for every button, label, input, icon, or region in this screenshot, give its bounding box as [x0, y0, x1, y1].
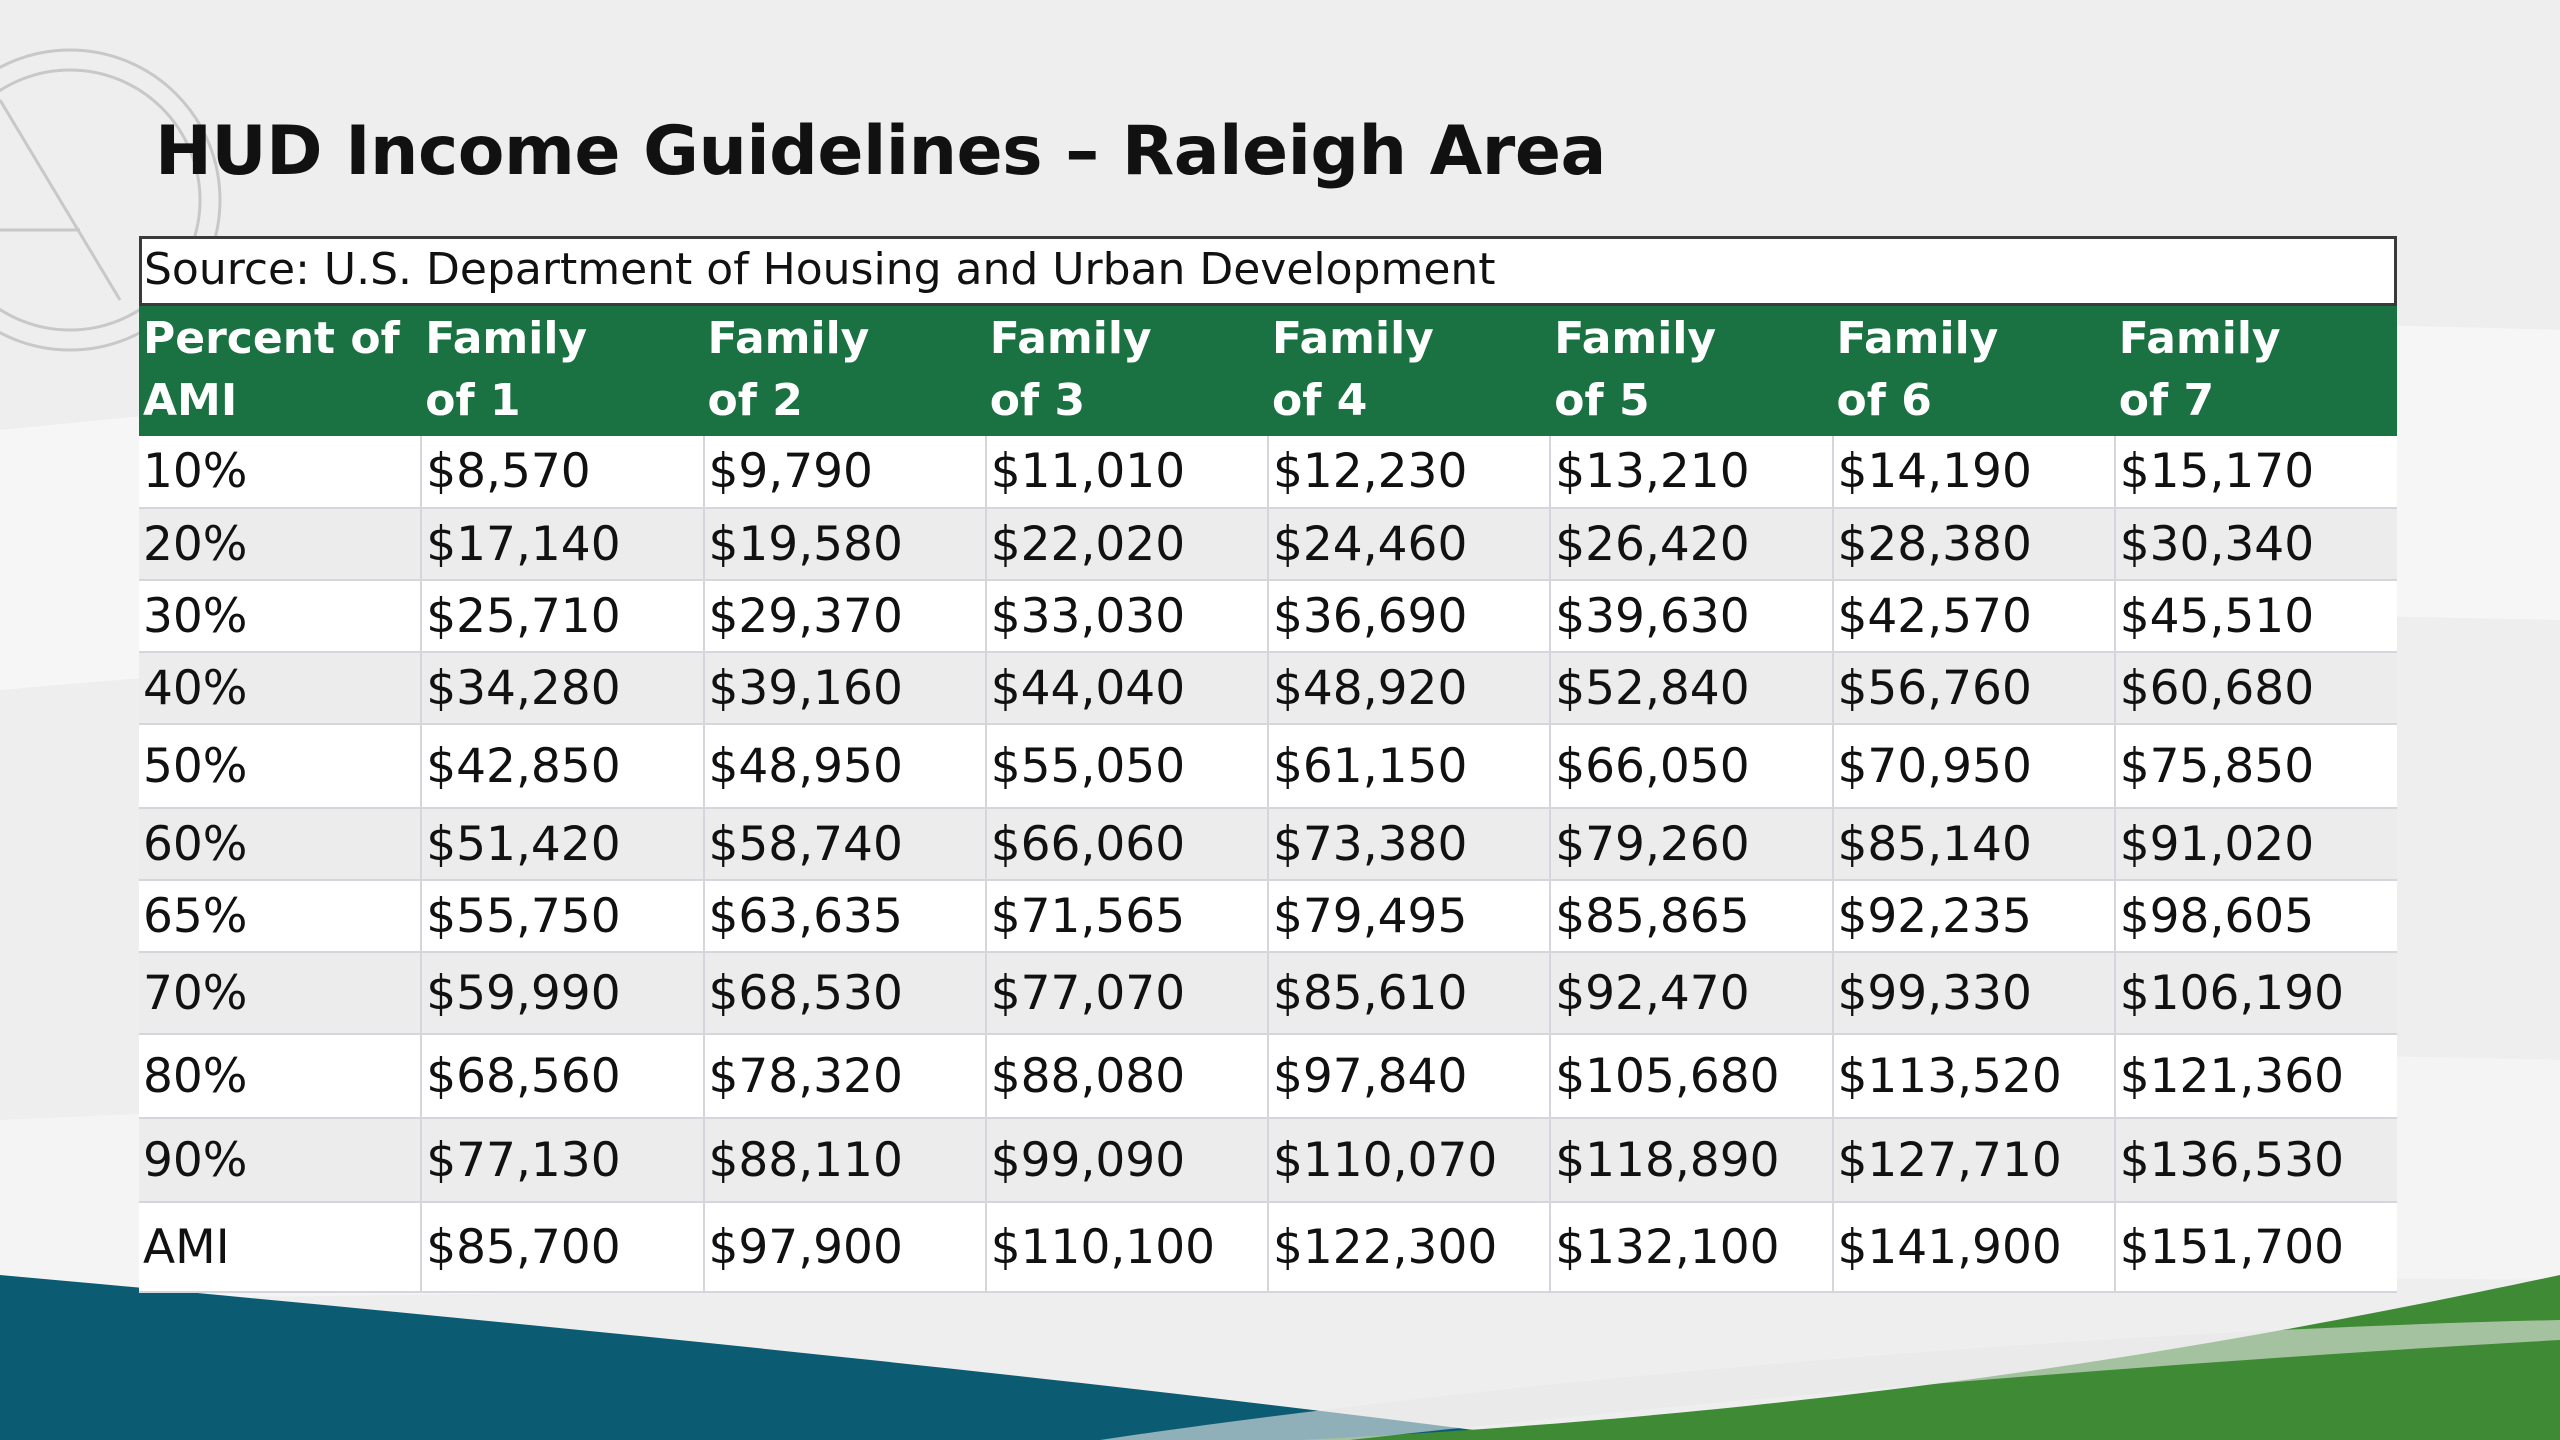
income-limit-cell: $121,360: [2115, 1034, 2397, 1118]
income-limit-cell: $106,190: [2115, 952, 2397, 1034]
income-limit-cell: $113,520: [1833, 1034, 2115, 1118]
income-limit-cell: $19,580: [704, 508, 986, 580]
income-limit-cell: $29,370: [704, 580, 986, 652]
income-limit-cell: $26,420: [1550, 508, 1832, 580]
income-limit-cell: $85,610: [1268, 952, 1550, 1034]
income-limit-cell: $78,320: [704, 1034, 986, 1118]
income-limit-cell: $75,850: [2115, 724, 2397, 808]
income-limit-cell: $33,030: [986, 580, 1268, 652]
table-row: [139, 724, 2397, 808]
income-limit-cell: $110,100: [986, 1202, 1268, 1292]
income-limit-cell: $9,790: [704, 436, 986, 508]
income-limit-cell: $97,840: [1268, 1034, 1550, 1118]
income-limit-cell: $68,560: [421, 1034, 703, 1118]
income-limit-cell: $85,140: [1833, 808, 2115, 880]
income-limit-cell: $118,890: [1550, 1118, 1832, 1202]
table-row: [139, 1034, 2397, 1118]
percent-ami-cell: 70%: [139, 952, 421, 1034]
header-family-of-3: Family of 3: [986, 306, 1268, 436]
income-table: [139, 306, 2397, 1293]
percent-ami-cell: 50%: [139, 724, 421, 808]
income-limit-cell: $77,130: [421, 1118, 703, 1202]
income-limit-cell: $58,740: [704, 808, 986, 880]
income-limit-cell: $48,950: [704, 724, 986, 808]
income-limit-cell: $55,050: [986, 724, 1268, 808]
income-limit-cell: $127,710: [1833, 1118, 2115, 1202]
table-row: [139, 580, 2397, 652]
percent-ami-cell: 65%: [139, 880, 421, 952]
header-family-of-2: Family of 2: [704, 306, 986, 436]
header-family-of-4: Family of 4: [1268, 306, 1550, 436]
income-limit-cell: $17,140: [421, 508, 703, 580]
income-limit-cell: $99,330: [1833, 952, 2115, 1034]
percent-ami-cell: 90%: [139, 1118, 421, 1202]
income-limit-cell: $61,150: [1268, 724, 1550, 808]
header-family-of-5: Family of 5: [1550, 306, 1832, 436]
income-limit-cell: $88,110: [704, 1118, 986, 1202]
income-limit-cell: $132,100: [1550, 1202, 1832, 1292]
income-limit-cell: $59,990: [421, 952, 703, 1034]
table-row: [139, 1118, 2397, 1202]
percent-ami-cell: 20%: [139, 508, 421, 580]
income-limit-cell: $66,060: [986, 808, 1268, 880]
table-row: [139, 808, 2397, 880]
income-limit-cell: $79,260: [1550, 808, 1832, 880]
income-limit-cell: $73,380: [1268, 808, 1550, 880]
table-row: [139, 508, 2397, 580]
income-limit-cell: $122,300: [1268, 1202, 1550, 1292]
percent-ami-cell: 60%: [139, 808, 421, 880]
header-family-of-1: Family of 1: [421, 306, 703, 436]
table-row: [139, 436, 2397, 508]
income-limit-cell: $151,700: [2115, 1202, 2397, 1292]
income-limit-cell: $99,090: [986, 1118, 1268, 1202]
income-table-container: [139, 236, 2397, 1293]
percent-ami-cell: 80%: [139, 1034, 421, 1118]
income-limit-cell: $68,530: [704, 952, 986, 1034]
income-limit-cell: $97,900: [704, 1202, 986, 1292]
header-percent-ami: Percent of AMI: [139, 306, 421, 436]
income-limit-cell: $28,380: [1833, 508, 2115, 580]
income-limit-cell: $60,680: [2115, 652, 2397, 724]
table-row: [139, 1202, 2397, 1292]
income-limit-cell: $63,635: [704, 880, 986, 952]
income-limit-cell: $39,630: [1550, 580, 1832, 652]
income-limit-cell: $12,230: [1268, 436, 1550, 508]
percent-ami-cell: 30%: [139, 580, 421, 652]
income-limit-cell: $92,470: [1550, 952, 1832, 1034]
income-limit-cell: $56,760: [1833, 652, 2115, 724]
table-row: [139, 652, 2397, 724]
source-caption: Source: U.S. Department of Housing and Urban Development: [139, 236, 2397, 306]
income-limit-cell: $42,850: [421, 724, 703, 808]
income-limit-cell: $98,605: [2115, 880, 2397, 952]
percent-ami-cell: 40%: [139, 652, 421, 724]
table-row: [139, 952, 2397, 1034]
header-family-of-6: Family of 6: [1833, 306, 2115, 436]
table-header-row: [139, 306, 2397, 436]
income-limit-cell: $25,710: [421, 580, 703, 652]
page-title: HUD Income Guidelines – Raleigh Area: [155, 112, 1606, 191]
income-limit-cell: $141,900: [1833, 1202, 2115, 1292]
income-limit-cell: $85,865: [1550, 880, 1832, 952]
percent-ami-cell: AMI: [139, 1202, 421, 1292]
income-limit-cell: $15,170: [2115, 436, 2397, 508]
income-limit-cell: $77,070: [986, 952, 1268, 1034]
percent-ami-cell: 10%: [139, 436, 421, 508]
income-limit-cell: $110,070: [1268, 1118, 1550, 1202]
header-family-of-7: Family of 7: [2115, 306, 2397, 436]
income-limit-cell: $105,680: [1550, 1034, 1832, 1118]
income-limit-cell: $91,020: [2115, 808, 2397, 880]
income-limit-cell: $70,950: [1833, 724, 2115, 808]
income-limit-cell: $79,495: [1268, 880, 1550, 952]
income-limit-cell: $92,235: [1833, 880, 2115, 952]
income-limit-cell: $136,530: [2115, 1118, 2397, 1202]
income-limit-cell: $88,080: [986, 1034, 1268, 1118]
table-row: [139, 880, 2397, 952]
income-limit-cell: $71,565: [986, 880, 1268, 952]
income-limit-cell: $52,840: [1550, 652, 1832, 724]
income-limit-cell: $30,340: [2115, 508, 2397, 580]
income-limit-cell: $8,570: [421, 436, 703, 508]
income-limit-cell: $24,460: [1268, 508, 1550, 580]
income-limit-cell: $42,570: [1833, 580, 2115, 652]
income-limit-cell: $36,690: [1268, 580, 1550, 652]
income-limit-cell: $11,010: [986, 436, 1268, 508]
table-body: [139, 436, 2397, 1292]
income-limit-cell: $13,210: [1550, 436, 1832, 508]
income-limit-cell: $14,190: [1833, 436, 2115, 508]
income-limit-cell: $45,510: [2115, 580, 2397, 652]
income-limit-cell: $51,420: [421, 808, 703, 880]
income-limit-cell: $39,160: [704, 652, 986, 724]
income-limit-cell: $34,280: [421, 652, 703, 724]
income-limit-cell: $85,700: [421, 1202, 703, 1292]
income-limit-cell: $44,040: [986, 652, 1268, 724]
income-limit-cell: $22,020: [986, 508, 1268, 580]
income-limit-cell: $66,050: [1550, 724, 1832, 808]
income-limit-cell: $48,920: [1268, 652, 1550, 724]
income-limit-cell: $55,750: [421, 880, 703, 952]
